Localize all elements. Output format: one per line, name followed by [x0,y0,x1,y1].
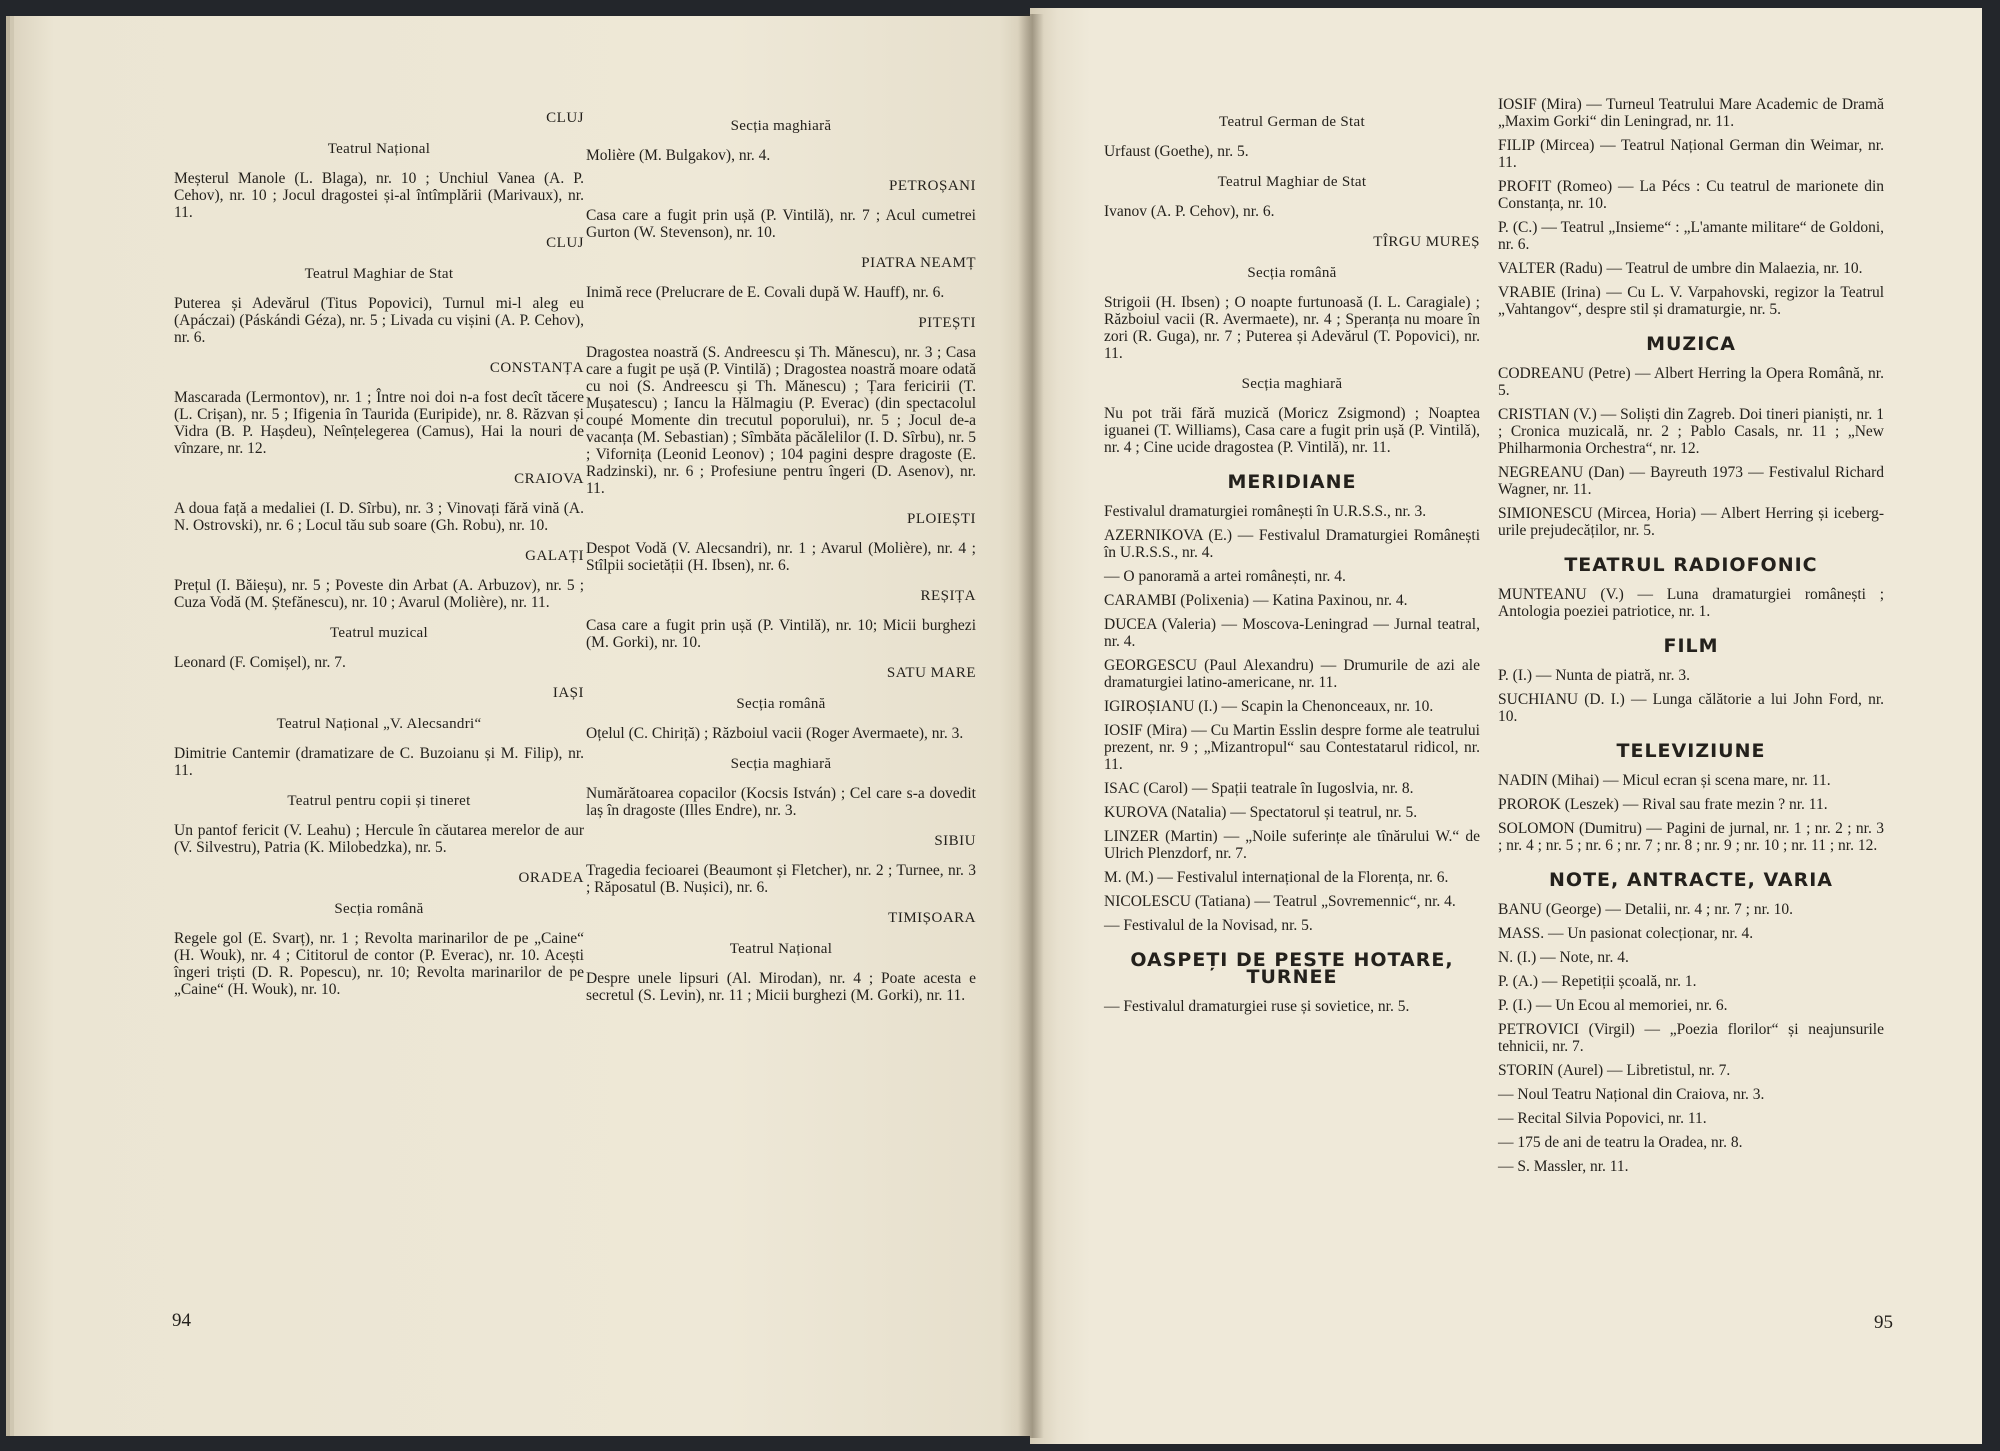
venue-heading: Teatrul Național „V. Alecsandri“ [276,716,482,732]
bibliography-entry: — Recital Silvia Popovici, nr. 11. [1498,1110,1707,1127]
bibliography-entry: Casa care a fugit prin ușă (P. Vintilă), nr. 10; Micii burghezi (M. Gorki), nr. 10. [586,617,976,651]
bibliography-entry: LINZER (Martin) — „Noile suferințe ale tînărului W.“ de Ulrich Plenzdorf, nr. 7. [1104,828,1480,862]
bibliography-entry: SOLOMON (Dumitru) — Pagini de jurnal, nr. 1 ; nr. 2 ; nr. 3 ; nr. 4 ; nr. 5 ; nr. 6 ; nr. 7 ; nr. 8 ; nr. 9 ; nr. 10 ; nr. 11 ; nr. 12. [1498,820,1884,854]
bibliography-entry: PETROVICI (Virgil) — „Poezia florilor“ și neajunsurile tehnicii, nr. 7. [1498,1021,1884,1055]
bibliography-entry: BANU (George) — Detalii, nr. 4 ; nr. 7 ; nr. 10. [1498,901,1794,918]
bibliography-entry: Numărătoarea copacilor (Kocsis István) ; Cel care s-a dovedit laș în dragoste (Illes Endre), nr. 3. [586,785,976,819]
column-4 [1498,96,1884,1182]
bibliography-entry: Inimă rece (Prelucrare de E. Covali după W. Hauff), nr. 6. [586,284,945,301]
column-3 [1104,100,1480,1022]
section-heading: TEATRUL RADIOFONIC [1564,554,1818,576]
bibliography-entry: KUROVA (Natalia) — Spectatorul și teatrul, nr. 5. [1104,804,1418,821]
bibliography-entry: — Festivalul de la Novisad, nr. 5. [1104,917,1313,934]
bibliography-entry: AZERNIKOVA (E.) — Festivalul Dramaturgiei Românești în U.R.S.S., nr. 4. [1104,527,1480,561]
bibliography-entry: Dragostea noastră (S. Andreescu și Th. Mănescu), nr. 3 ; Casa care a fugit pe ușă (P. Vintilă) ; Dragostea noastră moare odată cu noi (S. Andreescu și Th. Mănescu) ; Țara fericirii (T. Mușatescu) ; Iancu la Hălmagiu (P. Everac) (din spectacolul coupé Momente din trecutul poporului), nr. 5 ; Jocul de-a vacanța (M. Sebastian) ; Sîmbăta păcălelilor (I. D. Sîrbu), nr. 5 ; Vifornița (Leonid Leonov) ; 104 pagini despre dragoste (E. Radzinski), nr. 6 ; Profesiune pentru îngeri (D. Asenov), nr. 11. [586,344,976,497]
bibliography-entry: Meșterul Manole (L. Blaga), nr. 10 ; Unchiul Vanea (A. P. Cehov), nr. 10 ; Jocul dragostei și-al întîmplării (Marivaux), nr. 11. [174,170,584,221]
bibliography-entry: Nu pot trăi fără muzică (Moricz Zsigmond) ; Noaptea iguanei (T. Williams), Casa care a fugit prin ușă (P. Vintilă), nr. 4 ; Cine ucide dragostea (P. Vintilă), nr. 11. [1104,405,1480,456]
city-heading: SATU MARE [886,665,976,681]
bibliography-entry: — 175 de ani de teatru la Oradea, nr. 8. [1498,1134,1743,1151]
venue-heading: Teatrul Maghiar de Stat [304,266,454,282]
city-heading: TIMIȘOARA [888,910,976,926]
venue-heading: Teatrul German de Stat [1219,114,1365,130]
bibliography-entry: CARAMBI (Polixenia) — Katina Paxinou, nr. 4. [1104,592,1408,609]
bibliography-entry: N. (I.) — Note, nr. 4. [1498,949,1629,966]
bibliography-entry: Ivanov (A. P. Cehov), nr. 6. [1104,203,1275,220]
bibliography-entry: CRISTIAN (V.) — Soliști din Zagreb. Doi tineri pianiști, nr. 1 ; Cronica muzicală, nr. 2 ; Pablo Casals, nr. 11 ; „New Philharmonia Orchestra“, nr. 12. [1498,406,1884,457]
bibliography-entry: MASS. — Un pasionat colecționar, nr. 4. [1498,925,1754,942]
bibliography-entry: P. (C.) — Teatrul „Insieme“ : „L'amante militare“ de Goldoni, nr. 6. [1498,219,1884,253]
bibliography-entry: Leonard (F. Comișel), nr. 7. [174,654,346,671]
bibliography-entry: Festivalul dramaturgiei românești în U.R.S.S., nr. 3. [1104,503,1427,520]
section-heading: TELEVIZIUNE [1616,740,1766,762]
city-heading: PITEȘTI [918,315,976,331]
bibliography-entry: Puterea și Adevărul (Titus Popovici), Turnul mi-l aleg eu (Apáczai) (Páskándi Géza), nr. 5 ; Livada cu vișini (A. P. Cehov), nr. 6. [174,295,584,346]
bibliography-entry: STORIN (Aurel) — Libretistul, nr. 7. [1498,1062,1731,1079]
bibliography-entry: ISAC (Carol) — Spații teatrale în Iugoslvia, nr. 8. [1104,780,1414,797]
bibliography-entry: — Festivalul dramaturgiei ruse și sovietice, nr. 5. [1104,998,1410,1015]
section-heading: MUZICA [1646,333,1736,355]
venue-heading: Secția maghiară [730,756,832,772]
city-heading: REȘIȚA [920,588,976,604]
bibliography-entry: Urfaust (Goethe), nr. 5. [1104,143,1249,160]
venue-heading: Secția română [736,696,826,712]
bibliography-entry: Strigoii (H. Ibsen) ; O noapte furtunoasă (I. L. Caragiale) ; Războiul vacii (R. Avermaete), nr. 4 ; Speranța nu moare în zori (R. Guga), nr. 7 ; Puterea și Adevărul (T. Popovici), nr. 11. [1104,294,1480,362]
bibliography-entry: Dimitrie Cantemir (dramatizare de C. Buzoianu și M. Filip), nr. 11. [174,745,584,779]
bibliography-entry: PROFIT (Romeo) — La Pécs : Cu teatrul de marionete din Constanța, nr. 10. [1498,178,1884,212]
venue-heading: Teatrul Național [327,141,431,157]
bibliography-entry: P. (I.) — Un Ecou al memoriei, nr. 6. [1498,997,1728,1014]
venue-heading: Secția maghiară [730,118,832,134]
city-heading: CRAIOVA [514,471,584,487]
city-heading: IAȘI [552,685,584,701]
bibliography-entry: NICOLESCU (Tatiana) — Teatrul „Sovremennic“, nr. 4. [1104,893,1456,910]
bibliography-entry: — Noul Teatru Național din Craiova, nr. 3. [1498,1086,1765,1103]
bibliography-entry: Un pantof fericit (V. Leahu) ; Hercule în căutarea merelor de aur (V. Silvestru), Patria (K. Milobedzka), nr. 5. [174,822,584,856]
city-heading: PETROȘANI [888,178,976,194]
bibliography-entry: VRABIE (Irina) — Cu L. V. Varpahovski, regizor la Teatrul „Vahtangov“, despre stil și dramaturgie, nr. 5. [1498,284,1884,318]
bibliography-entry: FILIP (Mircea) — Teatrul Național German din Weimar, nr. 11. [1498,137,1884,171]
bibliography-entry: NEGREANU (Dan) — Bayreuth 1973 — Festivalul Richard Wagner, nr. 11. [1498,464,1884,498]
bibliography-entry: IOSIF (Mira) — Turneul Teatrului Mare Academic de Dramă „Maxim Gorki“ din Leningrad, nr. 11. [1498,96,1884,130]
city-heading: SIBIU [934,833,976,849]
bibliography-entry: MUNTEANU (V.) — Luna dramaturgiei românești ; Antologia poeziei patriotice, nr. 1. [1498,586,1884,620]
bibliography-entry: CODREANU (Petre) — Albert Herring la Opera Română, nr. 5. [1498,365,1884,399]
bibliography-entry: P. (A.) — Repetiții școală, nr. 1. [1498,973,1697,990]
venue-heading: Teatrul pentru copii și tineret [287,793,471,809]
bibliography-entry: Regele gol (E. Svarț), nr. 1 ; Revolta marinarilor de pe „Caine“ (H. Wouk), nr. 4 ; Cititorul de contor (P. Everac), nr. 10. Acești îngeri triști (D. R. Popescu), nr. 10; Revolta marinarilor de pe „Caine“ (H. Wouk), nr. 10. [174,930,584,998]
bibliography-entry: IGIROȘIANU (I.) — Scapin la Chenonceaux, nr. 10. [1104,698,1434,715]
venue-heading: Secția română [334,901,424,917]
venue-heading: Teatrul Național [729,941,833,957]
page-number-left: 94 [172,1310,191,1331]
bibliography-entry: P. (I.) — Nunta de piatră, nr. 3. [1498,667,1690,684]
bibliography-entry: Prețul (I. Băieșu), nr. 5 ; Poveste din Arbat (A. Arbuzov), nr. 5 ; Cuza Vodă (M. Ștefănescu), nr. 10 ; Avarul (Molière), nr. 11. [174,577,584,611]
section-heading: MERIDIANE [1227,471,1357,493]
city-heading: CLUJ [546,110,584,126]
bibliography-entry: SUCHIANU (D. I.) — Lunga călătorie a lui John Ford, nr. 10. [1498,691,1884,725]
bibliography-entry: PROROK (Leszek) — Rival sau frate mezin ? nr. 11. [1498,796,1828,813]
bibliography-entry: NADIN (Mihai) — Micul ecran și scena mare, nr. 11. [1498,772,1831,789]
bibliography-entry: GEORGESCU (Paul Alexandru) — Drumurile de azi ale dramaturgiei latino-americane, nr. 11. [1104,657,1480,691]
city-heading: CLUJ [546,235,584,251]
section-heading: FILM [1663,635,1719,657]
book-gutter [1018,14,1044,1438]
city-heading: TÎRGU MUREȘ [1373,234,1480,250]
venue-heading: Teatrul Maghiar de Stat [1217,174,1367,190]
bibliography-entry: Casa care a fugit prin ușă (P. Vintilă), nr. 7 ; Acul cumetrei Gurton (W. Stevenson), nr. 10. [586,207,976,241]
venue-heading: Teatrul muzical [330,625,428,641]
bibliography-entry: Tragedia fecioarei (Beaumont și Fletcher), nr. 2 ; Turnee, nr. 3 ; Răposatul (B. Nușici), nr. 6. [586,862,976,896]
bibliography-entry: Molière (M. Bulgakov), nr. 4. [586,147,771,164]
city-heading: ORADEA [518,870,584,886]
venue-heading: Secția maghiară [1241,376,1343,392]
bibliography-entry: Despot Vodă (V. Alecsandri), nr. 1 ; Avarul (Molière), nr. 4 ; Stîlpii societății (H. Ibsen), nr. 6. [586,540,976,574]
bibliography-entry: — O panoramă a artei românești, nr. 4. [1104,568,1346,585]
city-heading: PLOIEȘTI [907,511,976,527]
city-heading: GALAȚI [525,548,584,564]
column-1 [174,96,584,1005]
bibliography-entry: A doua față a medaliei (I. D. Sîrbu), nr. 3 ; Vinovați fără vină (A. N. Ostrovski), nr. 6 ; Locul tău sub soare (Gh. Robu), nr. 10. [174,500,584,534]
venue-heading: Secția română [1247,265,1337,281]
bibliography-entry: Mascarada (Lermontov), nr. 1 ; Între noi doi n-a fost decît tăcere (L. Crișan), nr. 5 ; Ifigenia în Taurida (Euripide), nr. 8. Răzvan și Vidra (B. P. Hașdeu), Neînțelegerea (Camus), Hai la nouri de vînzare, nr. 12. [174,389,584,457]
section-heading: NOTE, ANTRACTE, VARIA [1549,869,1833,891]
bibliography-entry: IOSIF (Mira) — Cu Martin Esslin despre forme ale teatrului prezent, nr. 9 ; „Mizantropul“ sau Contestatarul ridicol, nr. 11. [1104,722,1480,773]
bibliography-entry: Oțelul (C. Chiriță) ; Războiul vacii (Roger Avermaete), nr. 3. [586,725,964,742]
bibliography-entry: — S. Massler, nr. 11. [1498,1158,1629,1175]
city-heading: PIATRA NEAMȚ [861,255,976,271]
city-heading: CONSTANȚA [489,360,584,376]
bibliography-entry: SIMIONESCU (Mircea, Horia) — Albert Herring și iceberg-urile prejudecăților, nr. 5. [1498,505,1884,539]
bibliography-entry: M. (M.) — Festivalul internațional de la Florența, nr. 6. [1104,869,1449,886]
page-number-right: 95 [1874,1312,1893,1333]
bibliography-entry: DUCEA (Valeria) — Moscova-Leningrad — Jurnal teatral, nr. 4. [1104,616,1480,650]
bibliography-entry: VALTER (Radu) — Teatrul de umbre din Malaezia, nr. 10. [1498,260,1863,277]
column-2 [586,104,976,1011]
bibliography-entry: Despre unele lipsuri (Al. Mirodan), nr. 4 ; Poate acesta e secretul (S. Levin), nr. 11 ; Micii burghezi (M. Gorki), nr. 11. [586,970,976,1004]
section-heading: OASPEȚI DE PESTE HOTARE, TURNEE [1130,949,1454,988]
